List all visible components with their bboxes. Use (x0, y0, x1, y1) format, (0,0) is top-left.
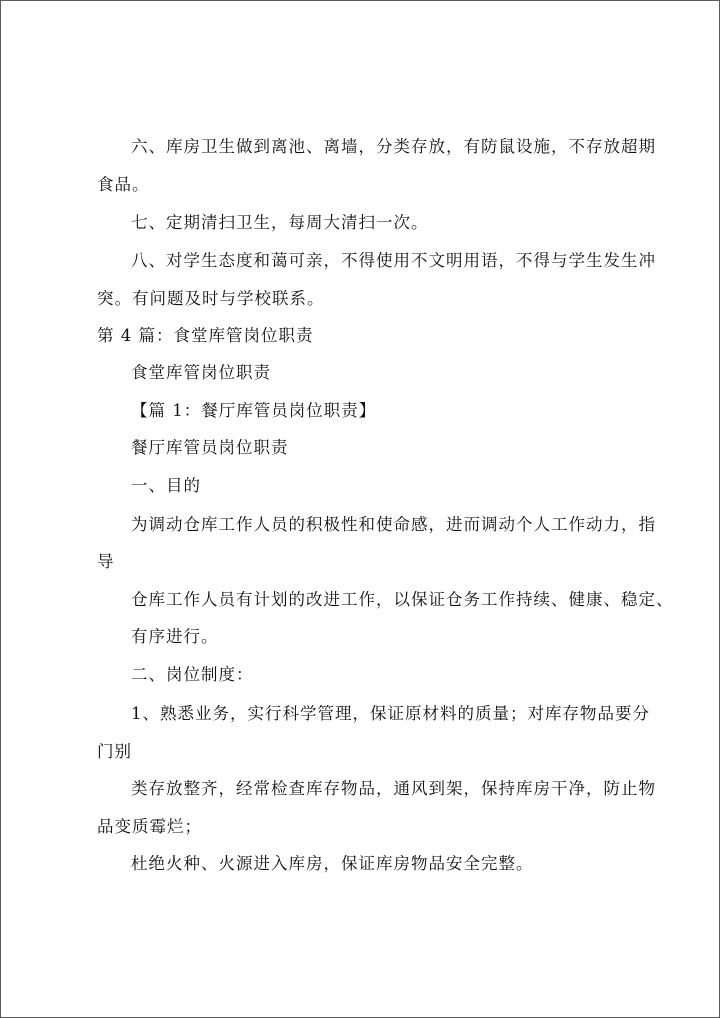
paragraph-line: 八、对学生态度和蔼可亲，不得使用不文明用语，不得与学生发生冲 (131, 251, 656, 270)
paragraph-line: 突。有问题及时与学校联系。 (97, 289, 325, 308)
paragraph-line: 有序进行。 (131, 627, 219, 646)
paragraph-line: 仓库工作人员有计划的改进工作，以保证仓务工作持续、健康、稳定、 (131, 590, 674, 609)
paragraph-line: 六、库房卫生做到离池、离墙，分类存放，有防鼠设施，不存放超期 (131, 137, 656, 156)
paragraph-line: 食品。 (97, 175, 150, 194)
paragraph-line: 七、定期清扫卫生，每周大清扫一次。 (131, 213, 429, 232)
paragraph-line: 1、熟悉业务，实行科学管理，保证原材料的质量；对库存物品要分 (131, 704, 650, 723)
section-heading: 第 4 篇：食堂库管岗位职责 (97, 326, 314, 345)
paragraph-line: 门别 (97, 742, 132, 761)
paragraph-line: 导 (97, 552, 115, 571)
paragraph-line: 一、目的 (131, 476, 201, 495)
paragraph-line: 二、岗位制度： (131, 665, 254, 684)
paragraph-line: 【篇 1：餐厅库管员岗位职责】 (131, 401, 377, 420)
paragraph-line: 为调动仓库工作人员的积极性和使命感，进而调动个人工作动力，指 (131, 515, 656, 534)
paragraph-line: 品变质霉烂； (97, 817, 202, 836)
paragraph-line: 餐厅库管员岗位职责 (131, 438, 289, 457)
paragraph-line: 杜绝火种、火源进入库房，保证库房物品安全完整。 (131, 854, 534, 873)
paragraph-line: 类存放整齐，经常检查库存物品，通风到架，保持库房干净，防止物 (131, 779, 656, 798)
paragraph-line: 食堂库管岗位职责 (131, 363, 271, 382)
